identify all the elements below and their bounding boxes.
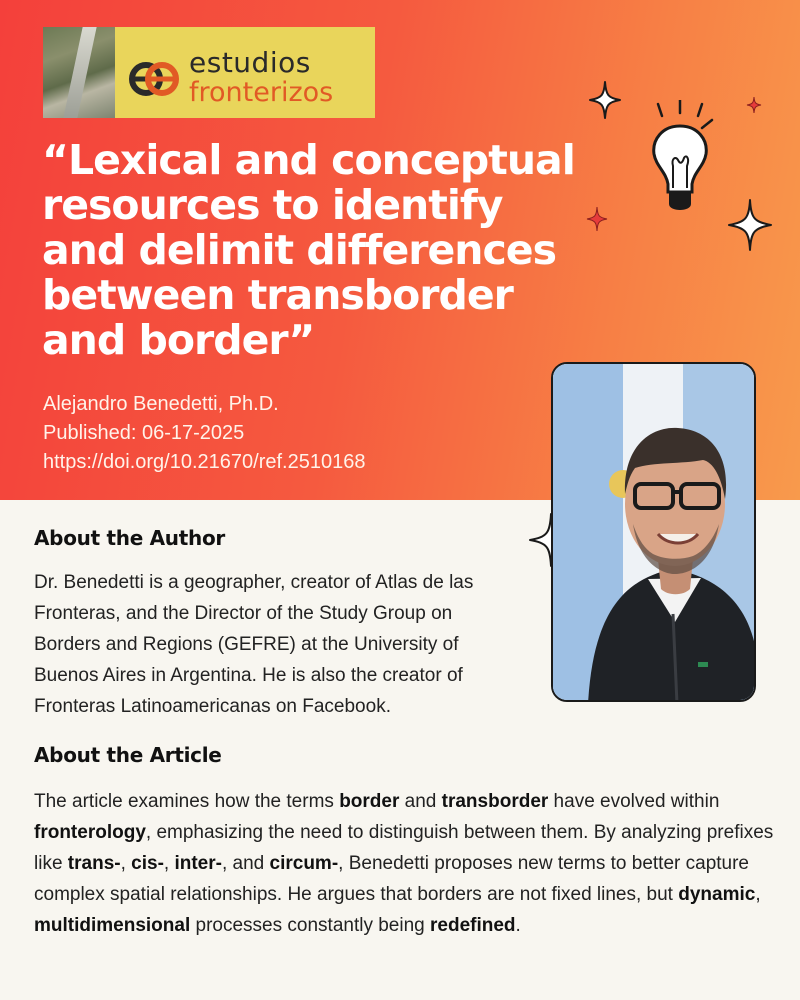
author-bio-line: Borders and Regions (GEFRE) at the University of xyxy=(34,634,459,655)
author-portrait-illustration xyxy=(553,364,756,702)
article-bold-term: redefined xyxy=(430,915,516,936)
article-bold-term: inter- xyxy=(174,853,222,874)
article-text-span: The article examines how the terms xyxy=(34,791,340,812)
ef-monogram-icon xyxy=(129,54,179,104)
title-line: resources to identify xyxy=(42,181,503,229)
doi-link[interactable]: https://doi.org/10.21670/ref.2510168 xyxy=(43,451,366,473)
logo-text-estudios: estudios xyxy=(189,46,311,79)
author-bio-line: Dr. Benedetti is a geographer, creator of Atlas de las xyxy=(34,572,474,593)
publish-date: Published: 06-17-2025 xyxy=(43,422,245,444)
article-text-span: have evolved within xyxy=(548,791,720,812)
article-bold-term: cis- xyxy=(131,853,164,874)
title-line: and border” xyxy=(42,316,315,364)
article-text-span: and xyxy=(399,791,442,812)
logo-text-fronterizos: fronterizos xyxy=(189,77,334,108)
sparkle-icon xyxy=(588,80,622,120)
article-text-span: , emphasizing the need to distinguish between them. By analyzing prefixes like xyxy=(34,822,774,874)
about-author-heading: About the Author xyxy=(34,526,225,550)
article-text-span: , and xyxy=(221,853,270,874)
article-text-span: . xyxy=(515,915,521,936)
article-bold-term: circum- xyxy=(269,853,339,874)
article-bold-term: multidimensional xyxy=(34,915,191,936)
article-bold-term: trans- xyxy=(67,853,121,874)
article-text-span: processes constantly being xyxy=(190,915,430,936)
author-bio-line: Fronteras, and the Director of the Study Group on xyxy=(34,603,453,624)
about-author-text xyxy=(34,567,544,722)
logo-photo-strip xyxy=(43,27,115,118)
article-bold-term: dynamic xyxy=(678,884,756,905)
article-title xyxy=(42,138,602,363)
author-photo xyxy=(551,362,756,702)
article-text-span: , xyxy=(120,853,132,874)
article-text-span: , xyxy=(163,853,175,874)
article-text-span: , xyxy=(755,884,761,905)
article-text-span: , Benedetti proposes new terms to better capture complex spatial relationships. He argues that borders are not fixed lines, but xyxy=(34,853,749,905)
sparkle-icon xyxy=(586,206,608,232)
author-name: Alejandro Benedetti, Ph.D. xyxy=(43,393,279,415)
title-line: and delimit differences xyxy=(42,226,557,274)
sparkle-icon xyxy=(727,198,773,252)
article-meta xyxy=(43,390,365,477)
article-bold-term: border xyxy=(339,791,400,812)
title-line: “Lexical and conceptual xyxy=(42,136,575,184)
about-article-heading: About the Article xyxy=(34,743,222,767)
lightbulb-icon xyxy=(640,100,720,220)
sparkle-icon xyxy=(746,96,762,114)
author-bio-line: Buenos Aires in Argentina. He is also the creator of xyxy=(34,665,463,686)
article-bold-term: fronterology xyxy=(34,822,146,843)
title-line: between transborder xyxy=(42,271,513,319)
logo-panel xyxy=(115,27,375,118)
journal-logo xyxy=(43,27,375,118)
about-article-text xyxy=(34,786,774,941)
author-bio-line: Fronteras Latinoamericanas on Facebook. xyxy=(34,696,391,717)
article-bold-term: transborder xyxy=(441,791,549,812)
